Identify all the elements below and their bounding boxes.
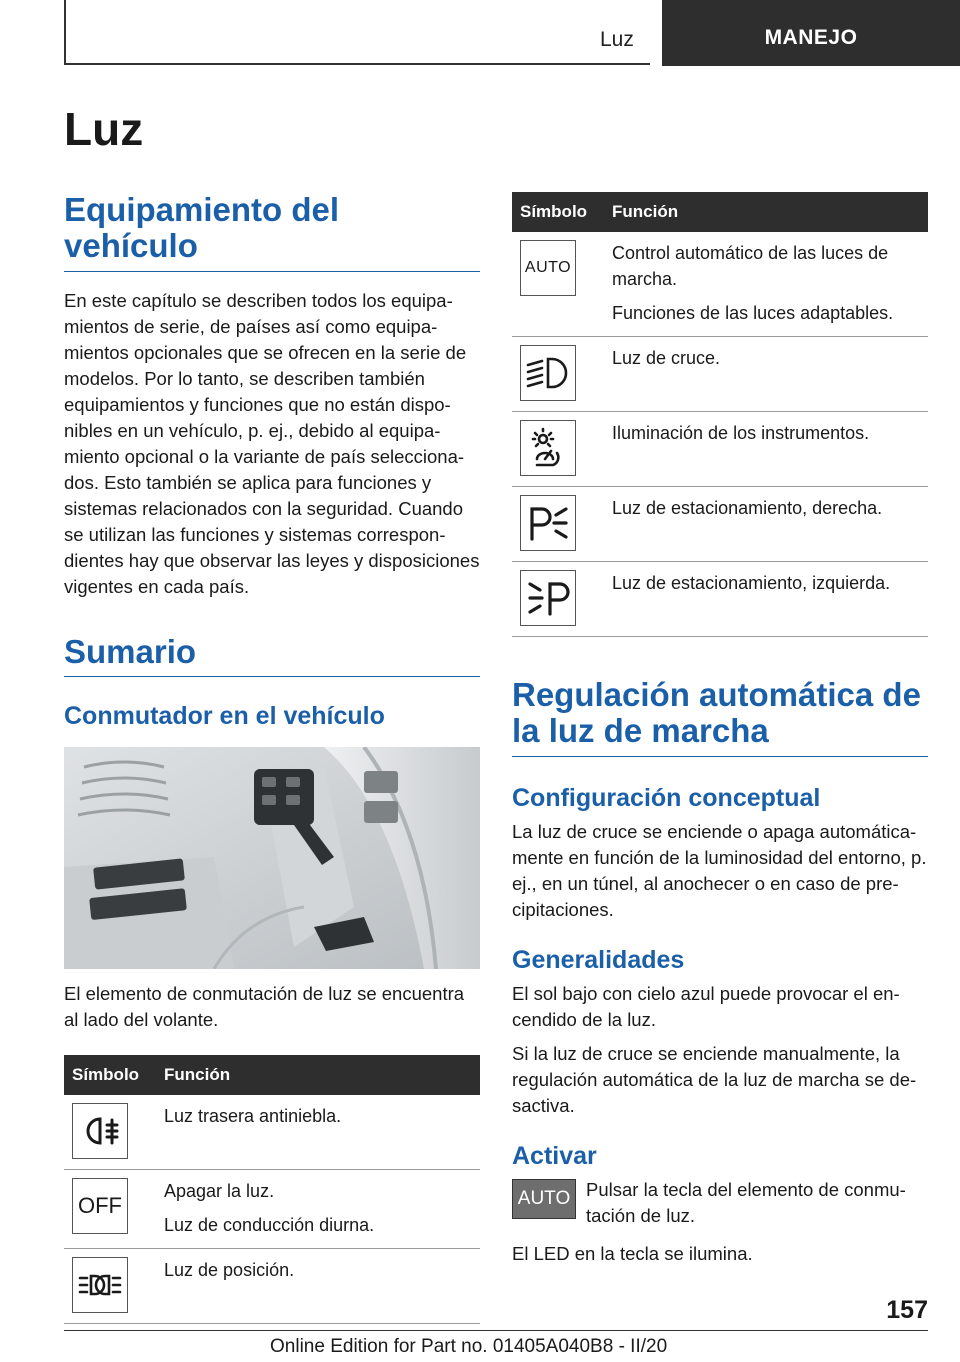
table-row [64, 1095, 480, 1170]
switch-subheading: Conmutador en el vehículo [64, 701, 385, 730]
function-text: Luz de posición. [164, 1259, 295, 1280]
footer-edition: Online Edition for Part no. 01405A040B8 - II/20 [270, 1336, 668, 1357]
footer-rule [64, 1330, 928, 1331]
header-left-rule [64, 0, 66, 64]
auto-icon-text: AUTO [524, 259, 572, 276]
auto-button-icon: AUTO [512, 1179, 576, 1219]
parking-left-icon [520, 570, 576, 626]
instrument-lighting-icon [520, 420, 576, 476]
table-row [64, 1169, 480, 1248]
column-header-function: Función [156, 1055, 480, 1095]
function-text: Apagar la luz. [164, 1180, 275, 1201]
off-icon [72, 1178, 128, 1234]
table-row [512, 487, 928, 562]
symbols-table-right [512, 192, 928, 637]
table-row [512, 337, 928, 412]
parking-right-icon [520, 495, 576, 551]
activate-body: Pulsar la tecla del elemento de conmutación de luz. [586, 1178, 906, 1226]
column-header-symbol: Símbolo [64, 1055, 156, 1095]
low-beam-icon [520, 345, 576, 401]
equipment-body: En este capítulo se describen todos los equipamientos de serie, de países así como equipamientos opcionales que se ofrecen en la serie de modelos. Por lo tanto, se describen también equipamientos y funciones que no están disponibles en un vehículo, p. ej., debido al equipamiento opcional o la variante de país seleccionados. Esto también se aplica para funciones y sistemas relacionados con la seguridad. Cuando se utilizan las funciones y sistemas correspondientes hay que observar las leyes y disposiciones vigentes en cada país. [64, 289, 480, 597]
table-row [512, 232, 928, 337]
activate-heading: Activar [512, 1141, 597, 1170]
column-header-symbol: Símbolo [512, 192, 604, 232]
general-heading: Generalidades [512, 945, 685, 974]
function-text: Luz de conducción diurna. [164, 1214, 375, 1235]
sumario-heading: Sumario [64, 634, 480, 677]
auto-icon [520, 240, 576, 296]
concept-body: La luz de cruce se enciende o apaga automáticamente en función de la luminosidad del entorno, p. ej., en un túnel, al anochecer o en caso de precipitaciones. [512, 820, 927, 920]
led-body: El LED en la tecla se ilumina. [512, 1242, 753, 1264]
column-header-function: Función [604, 192, 928, 232]
header-bottom-rule [64, 63, 650, 65]
rear-fog-light-icon [72, 1103, 128, 1159]
header-chapter-tab: MANEJO [662, 0, 960, 66]
header-section-label: Luz [600, 28, 634, 51]
concept-heading: Configuración conceptual [512, 783, 821, 812]
function-text: Luz de estacionamiento, izquierda. [612, 573, 891, 593]
equipment-heading: Equipamiento del vehículo [64, 192, 480, 272]
function-text: Funciones de las luces adaptables. [612, 303, 894, 323]
switch-caption: El elemento de conmutación de luz se encuentra al lado del volante. [64, 982, 465, 1030]
function-text: Luz trasera antiniebla. [164, 1105, 342, 1126]
table-row [64, 1248, 480, 1323]
function-text: Control automático de las luces de marcha. [612, 243, 889, 289]
off-icon-text: OFF [78, 1192, 122, 1218]
activate-row [512, 1177, 928, 1229]
general-body-1: El sol bajo con cielo azul puede provocar el encendido de la luz. [512, 982, 900, 1030]
left-column [64, 192, 480, 1324]
right-column [512, 192, 928, 1267]
light-switch-photo [64, 747, 480, 969]
page-title: Luz [64, 103, 144, 155]
page-number: 157 [886, 1296, 928, 1324]
table-row [512, 412, 928, 487]
parking-light-icon [72, 1257, 128, 1313]
symbols-table-left [64, 1055, 480, 1324]
function-text: Iluminación de los instrumentos. [612, 423, 870, 443]
general-body-2: Si la luz de cruce se enciende manualmente, la regulación automática de la luz de marcha se desactiva. [512, 1042, 917, 1116]
regulation-heading: Regulación automática de la luz de marcha [512, 677, 928, 757]
function-text: Luz de estacionamiento, derecha. [612, 498, 883, 518]
table-row [512, 562, 928, 637]
function-text: Luz de cruce. [612, 348, 721, 368]
